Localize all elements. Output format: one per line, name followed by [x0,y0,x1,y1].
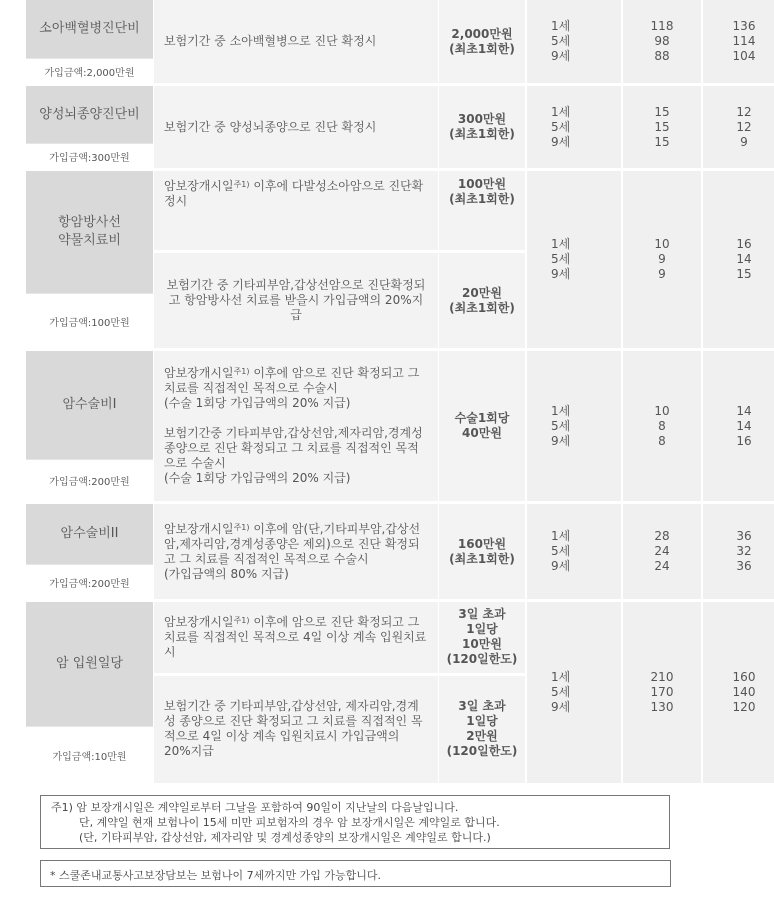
school-zone-note: * 스쿨존내교통사고보장담보는 보험나이 7세까지만 가입 가능합니다. [40,860,671,887]
table-row [26,170,774,252]
coverage-description: 보험기간 중 소아백혈병으로 진단 확정시 [154,0,439,85]
coverage-name: 항암방사선 약물치료비 [26,171,153,293]
table-row [26,85,774,170]
coverage-description: 보험기간 중 기타피부암,갑상선암, 제자리암,경계성 종양으로 진단 확정되고 그 치료를 직접적인 목적으로 4일 이상 계속 입원치료시 가입금액의 20%지급 [154,674,439,784]
premium-col-2: 16 14 15 [702,170,774,350]
payout-amount: 3일 초과 1일당 10만원 (120일한도) [439,601,527,675]
premium-col-1: 10 9 9 [622,170,702,350]
premium-col-1: 118 98 88 [622,0,702,85]
premium-col-2: 160 140 120 [702,601,774,785]
coverage-name-cell [26,503,154,601]
table-row [26,350,774,503]
age-list: 1세 5세 9세 [526,0,622,85]
payout-amount: 2,000만원 (최초1회한) [439,0,527,85]
coverage-amount: 가입금액:2,000만원 [26,58,153,83]
coverage-amount: 가입금액:100만원 [26,293,153,348]
table-row [26,601,774,675]
coverage-amount: 가입금액:200만원 [26,564,153,599]
payout-amount: 100만원 (최초1회한) [439,170,527,252]
payout-amount: 수술1회당 40만원 [439,350,527,503]
table-row [26,503,774,601]
coverage-name: 암수술비I [26,351,153,459]
coverage-description: 암보장개시일$^{주1)}$ 이후에 암(단,기타피부암,갑상선암,제자리암,경계성종양은 제외)으로 진단 확정되고 그 치료를 직접적인 목적으로 수술시 (가입금액의 80% 지급) [154,503,439,601]
coverage-amount: 가입금액:300만원 [26,143,153,168]
payout-amount: 160만원 (최초1회한) [439,503,527,601]
coverage-name-cell [26,350,154,503]
coverage-description: 암보장개시일$^{주1)}$ 이후에 암으로 진단 확정되고 그 치료를 직접적인 목적으로 수술시 (수술 1회당 가입금액의 20% 지급) 보험기간중 기타피부암,갑상선암,제자리암,경계성종양으로 진단 확정되고 그 치료를 직접적인 목적으로 수술시 (수술 1회당 가입금액의 20% 지급) [154,350,439,503]
coverage-name: 양성뇌종양진단비 [26,86,153,143]
premium-col-1: 210 170 130 [622,601,702,785]
premium-col-1: 28 24 24 [622,503,702,601]
age-list: 1세 5세 9세 [526,170,622,350]
payout-amount: 20만원 (최초1회한) [439,252,527,350]
premium-col-2: 136 114 104 [702,0,774,85]
premium-col-1: 10 8 8 [622,350,702,503]
coverage-name: 소아백혈병진단비 [26,0,153,58]
coverage-name-cell [26,170,154,350]
coverage-amount: 가입금액:200만원 [26,459,153,501]
coverage-amount: 가입금액:10만원 [26,726,153,783]
footnote-line: 주1) 암 보장개시일은 계약일로부터 그날을 포함하여 90일이 지난날의 다음날입니다. [51,801,459,814]
age-list: 1세 5세 9세 [526,350,622,503]
table-row [26,0,774,85]
premium-col-2: 36 32 36 [702,503,774,601]
payout-amount: 3일 초과 1일당 2만원 (120일한도) [439,674,527,784]
footnote-line: 단, 계약일 현재 보험나이 15세 미만 피보험자의 경우 암 보장개시일은 계약일로 합니다. [79,816,500,829]
coverage-description: 보험기간 중 기타피부암,갑상선암으로 진단확정되고 항암방사선 치료를 받을시 가입금액의 20%지급 [154,252,439,350]
premium-col-1: 15 15 15 [622,85,702,170]
premium-col-2: 12 12 9 [702,85,774,170]
coverage-name-cell [26,601,154,785]
coverage-name-cell [26,0,154,85]
coverage-name: 암수술비II [26,504,153,564]
footnote-line: (단, 기타피부암, 갑상선암, 제자리암 및 경계성종양의 보장개시일은 계약일로 합니다.) [79,831,491,844]
footnote-box [40,795,670,849]
coverage-name-cell [26,85,154,170]
age-list: 1세 5세 9세 [526,503,622,601]
coverage-table [26,0,774,786]
coverage-description: 암보장개시일$^{주1)}$ 이후에 암으로 진단 확정되고 그 치료를 직접적인 목적으로 4일 이상 계속 입원치료시 [154,601,439,675]
payout-amount: 300만원 (최초1회한) [439,85,527,170]
coverage-description: 암보장개시일$^{주1)}$ 이후에 다발성소아암으로 진단확정시 [154,170,439,252]
coverage-description: 보험기간 중 양성뇌종양으로 진단 확정시 [154,85,439,170]
coverage-name: 암 입원일당 [26,602,153,726]
age-list: 1세 5세 9세 [526,85,622,170]
age-list: 1세 5세 9세 [526,601,622,785]
premium-col-2: 14 14 16 [702,350,774,503]
